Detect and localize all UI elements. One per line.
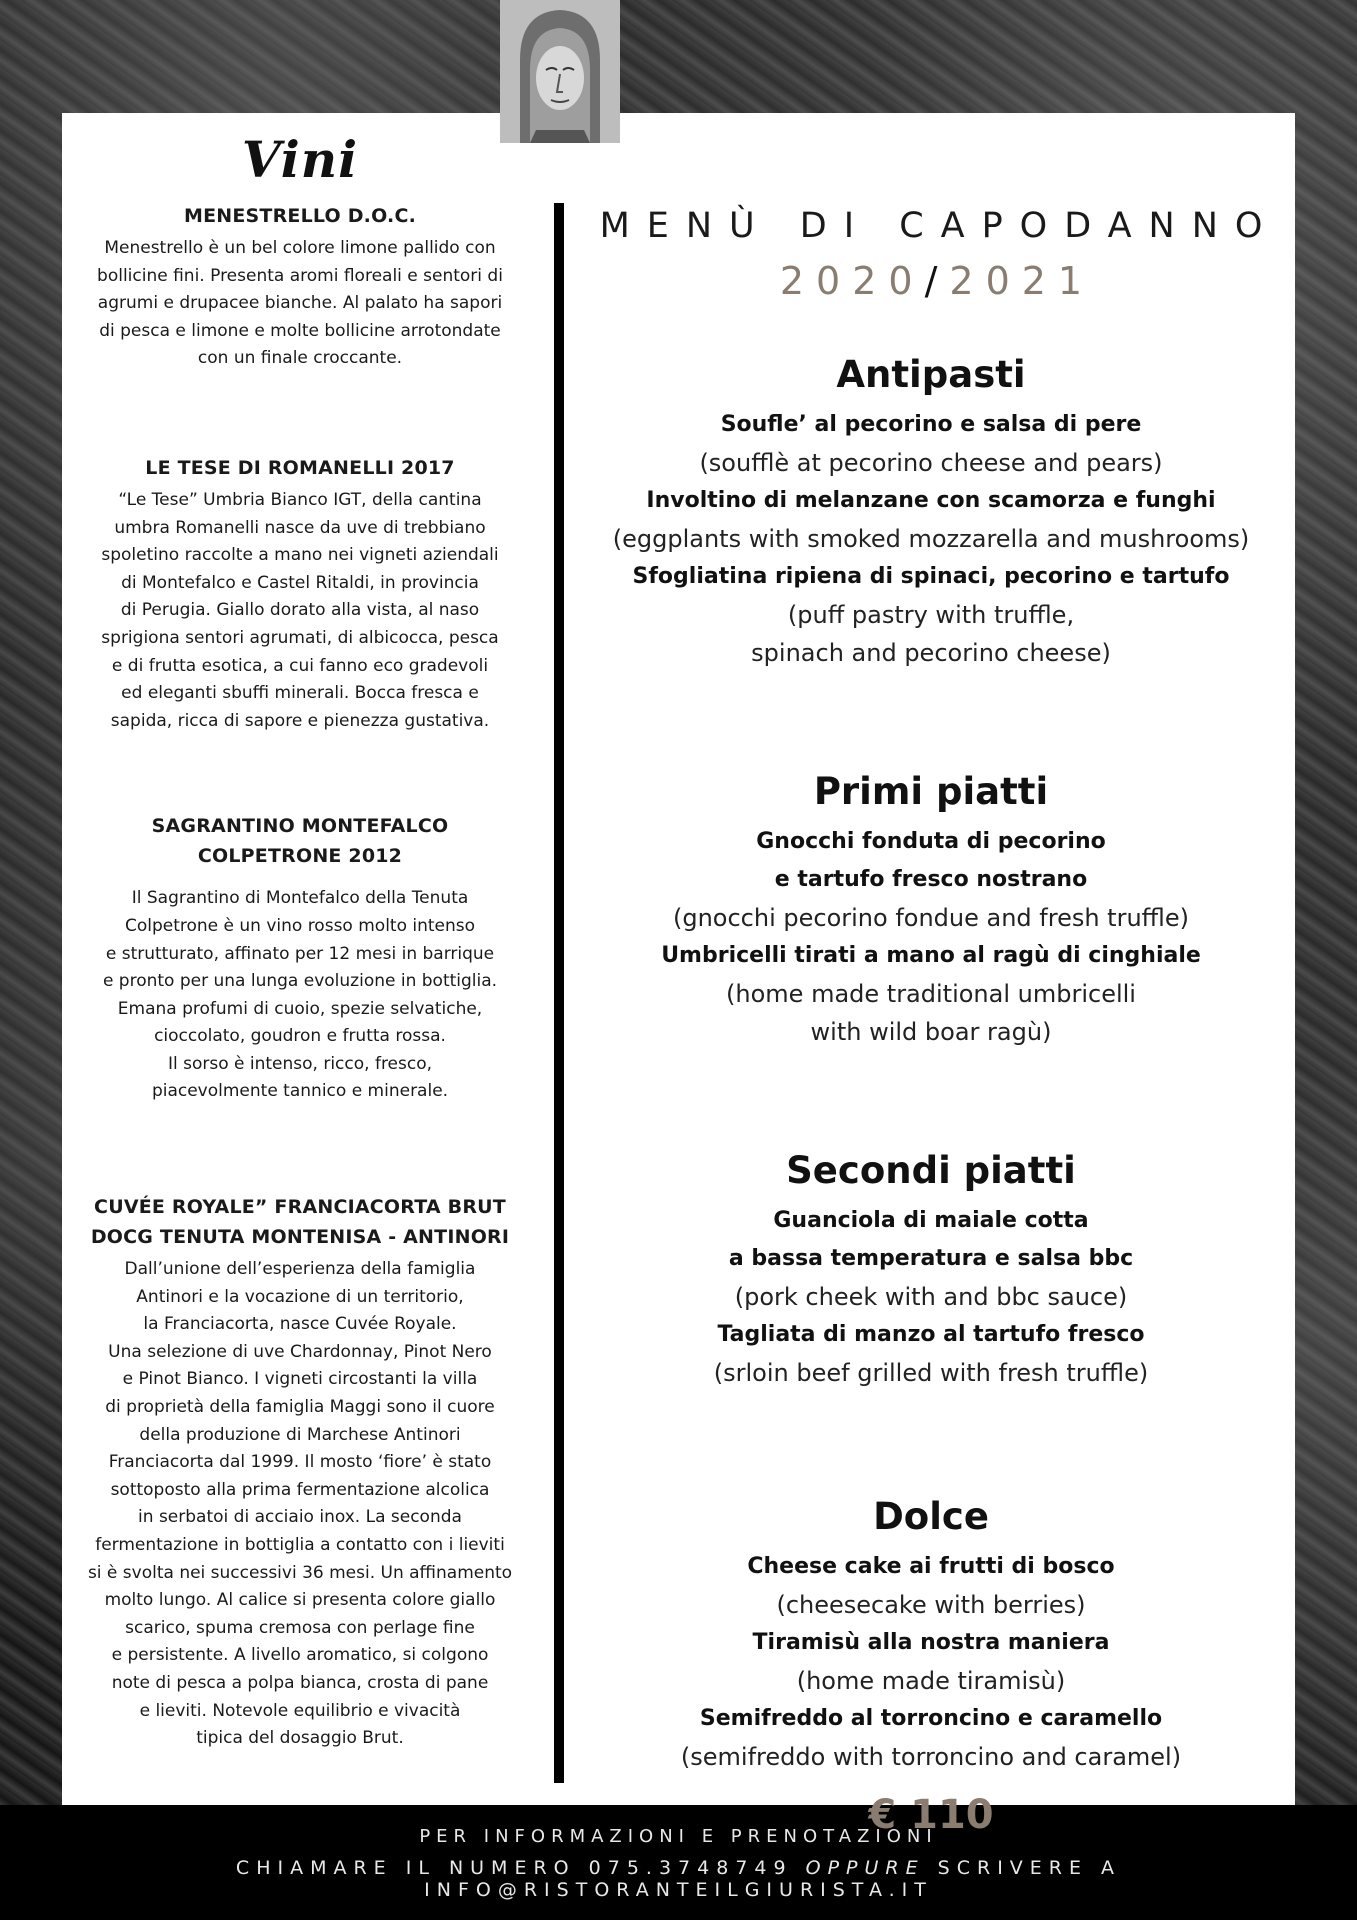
dish-name: Involtino di melanzane con scamorza e funghi xyxy=(646,488,1216,513)
wine-item xyxy=(70,811,530,1106)
menu-section xyxy=(575,200,1287,1840)
dish-name: Tagliata di manzo al tartufo fresco xyxy=(717,1322,1145,1347)
wine-item xyxy=(70,1192,530,1753)
dish-translation: (gnocchi pecorino fondue and fresh truffle) xyxy=(672,904,1189,932)
year-end: 2021 xyxy=(949,259,1095,303)
menu-price: € 110 xyxy=(868,1792,994,1838)
course-title: Antipasti xyxy=(836,353,1026,396)
dish-name: Soufle’ al pecorino e salsa di pere xyxy=(720,412,1142,437)
wine-name: LE TESE DI ROMANELLI 2017 xyxy=(145,456,455,479)
footer-phone-text: CHIAMARE IL NUMERO 075.3748749 xyxy=(235,1857,793,1879)
dish-translation: (soufflè at pecorino cheese and pears) xyxy=(699,449,1163,477)
wine-item xyxy=(70,453,530,735)
wine-description: “Le Tese” Umbria Bianco IGT, della cantina umbra Romanelli nasce da uve di trebbiano spoletino raccolte a mano nei vigneti aziendali di Montefalco e Castel Ritaldi, in provincia di Perugia. Giallo dorato alla vista, al naso sprigiona sentori agrumati, di albicocca, pesca e di frutta esotica, a cui fanno eco gradevoli ed eleganti sbuffi minerali. Bocca fresca e sapida, ricca di sapore e pienezza gustativa. xyxy=(101,489,499,731)
course-secondi xyxy=(575,1146,1287,1392)
footer-info-line: PER INFORMAZIONI E PRENOTAZIONI xyxy=(419,1826,938,1847)
wine-item xyxy=(70,201,530,373)
column-divider xyxy=(554,203,564,1783)
dish-translation: (puff pastry with truffle, spinach and pecorino cheese) xyxy=(751,601,1111,667)
course-primi xyxy=(575,767,1287,1051)
dish-name: Umbricelli tirati a mano al ragù di cinghiale xyxy=(661,943,1201,968)
dish-name: Guanciola di maiale cotta a bassa temperatura e salsa bbc xyxy=(728,1208,1134,1271)
footer-oppure-text: OPPURE xyxy=(805,1857,925,1879)
dish-translation: (eggplants with smoked mozzarella and mushrooms) xyxy=(612,525,1250,553)
wine-description: Dall’unione dell’esperienza della famiglia Antinori e la vocazione di un territorio, la Franciacorta, nasce Cuvée Royale. Una selezione di uve Chardonnay, Pinot Nero e Pinot Bianco. I vigneti circostanti la villa di proprietà della famiglia Maggi sono il cuore della produzione di Marchese Antinori Franciacorta dal 1999. Il mosto ‘fiore’ è stato sottoposto alla prima fermentazione alcolica in serbatoi di acciaio inox. La seconda fermentazione in bottiglia a contatto con i lieviti si è svolta nei successivi 36 mesi. Un affinamento molto lungo. Al calice si presenta colore giallo scarico, spuma cremosa con perlage fine e persistente. A livello aromatico, si colgono note di pesca a polpa bianca, crosta di pane e lieviti. Notevole equilibrio e vivacità tipica del dosaggio Brut. xyxy=(87,1259,513,1749)
dish-translation: (home made traditional umbricelli with wild boar ragù) xyxy=(726,980,1136,1046)
dish-translation: (pork cheek with and bbc sauce) xyxy=(734,1283,1128,1311)
wine-description: Menestrello è un bel colore limone pallido con bollicine fini. Presenta aromi floreali e sentori di agrumi e drupacee bianche. Al palato ha sapori di pesca e limone e molte bollicine arrotondate con un finale croccante. xyxy=(97,238,503,369)
wine-name: SAGRANTINO MONTEFALCO COLPETRONE 2012 xyxy=(151,815,449,868)
hooded-figure-icon xyxy=(500,0,620,143)
menu-title: MENÙ DI CAPODANNO xyxy=(599,206,1280,246)
course-title: Primi piatti xyxy=(813,770,1049,813)
dish-name: Tiramisù alla nostra maniera xyxy=(752,1630,1110,1655)
wine-list xyxy=(70,130,530,1753)
course-title: Dolce xyxy=(873,1495,989,1538)
footer-email-text: SCRIVERE A INFO@RISTORANTEILGIURISTA.IT xyxy=(424,1857,1122,1901)
menu-year xyxy=(575,252,1287,310)
dish-translation: (semifreddo with torroncino and caramel) xyxy=(680,1743,1182,1771)
course-title: Secondi piatti xyxy=(786,1149,1076,1192)
wine-description: Il Sagrantino di Montefalco della Tenuta Colpetrone è un vino rosso molto intenso e strutturato, affinato per 12 mesi in barrique e pronto per una lunga evoluzione in bottiglia. Emana profumi di cuoio, spezie selvatiche, cioccolato, goudron e frutta rossa. Il sorso è intenso, ricco, fresco, piacevolmente tannico e minerale. xyxy=(102,888,498,1102)
course-antipasti xyxy=(575,350,1287,672)
portrait-icon xyxy=(500,0,620,143)
dish-translation: (srloin beef grilled with fresh truffle) xyxy=(713,1359,1149,1387)
dish-name: Gnocchi fonduta di pecorino e tartufo fresco nostrano xyxy=(756,829,1106,892)
course-dolce xyxy=(575,1492,1287,1776)
wine-list-title: Vini xyxy=(241,130,359,189)
dish-name: Sfogliatina ripiena di spinaci, pecorino e tartufo xyxy=(632,564,1230,589)
dish-translation: (home made tiramisù) xyxy=(796,1667,1066,1695)
dish-translation: (cheesecake with berries) xyxy=(776,1591,1086,1619)
year-separator: / xyxy=(924,259,950,303)
wine-name: CUVÉE ROYALE” FRANCIACORTA BRUT DOCG TENUTA MONTENISA - ANTINORI xyxy=(90,1196,510,1249)
footer-contact-line xyxy=(0,1857,1357,1901)
dish-name: Cheese cake ai frutti di bosco xyxy=(747,1554,1115,1579)
dish-name: Semifreddo al torroncino e caramello xyxy=(699,1706,1163,1731)
wine-name: MENESTRELLO D.O.C. xyxy=(183,205,417,227)
year-start: 2020 xyxy=(779,259,925,303)
